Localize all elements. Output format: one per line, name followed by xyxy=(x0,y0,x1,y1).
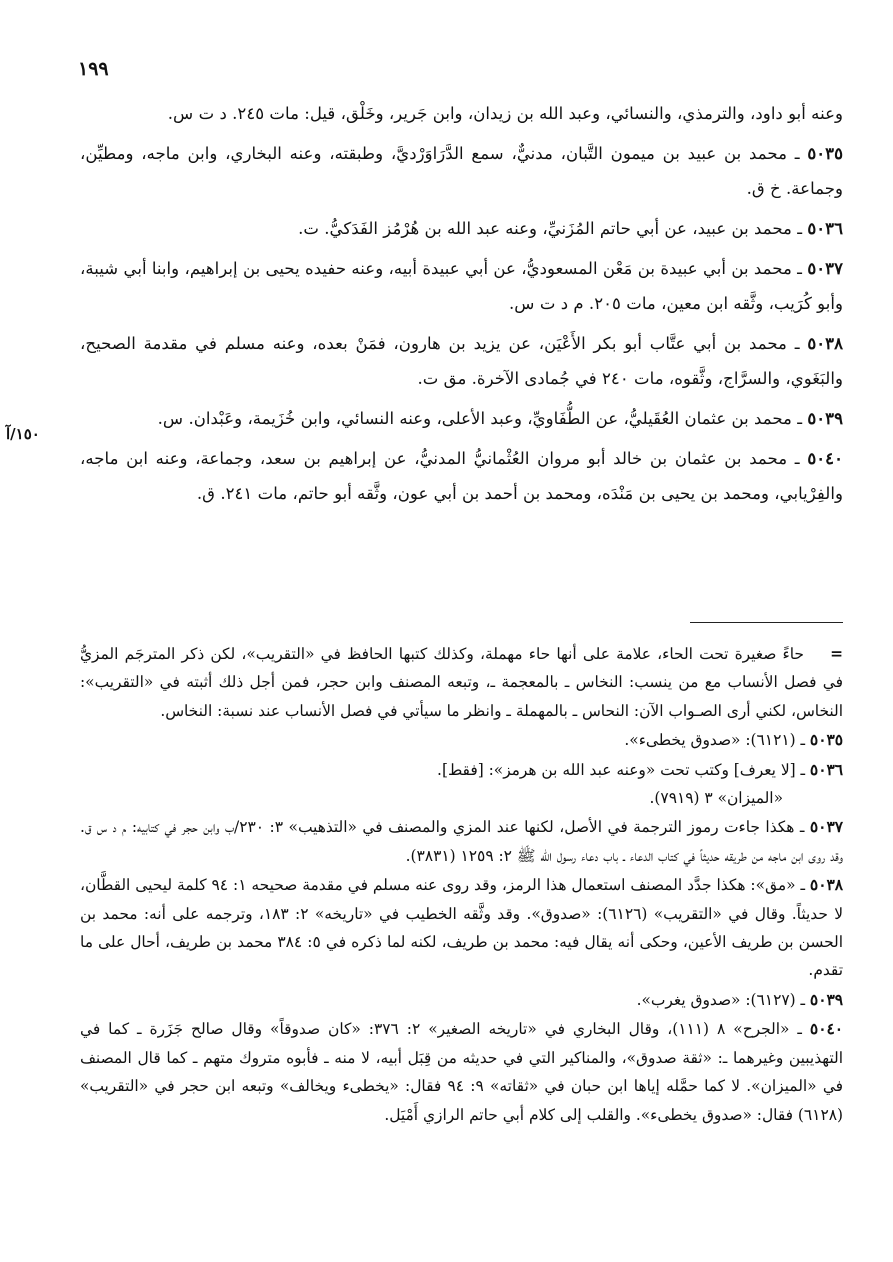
entry-number: ٥٠٣٧ xyxy=(807,258,843,278)
entry-text: ـ محمد بن أبي عبيدة بن مَعْن المسعوديُّ، عن أبي عبيدة أبيه، وعنه حفيده يحيى بن إبراهيم، وابنا أبي شيبة، وأبو كُرَيب، وثَّقه ابن معين، مات ٢٠٥. م د ت س. xyxy=(80,259,843,313)
footnote-text: ـ «مق»: هكذا جدَّد المصنف استعمال هذا الرمز، وقد روى عنه مسلم في مقدمة صحيحه ١: ٩٤ كلمة ليحيى القطَّان، لا حديثاً. وقال في «التقريب» (٦١٢٦): «صدوق». وقد وثَّقه الخطيب في «تاريخه» ٢: ١٨٣، وترجمه على أنه: محمد بن الحسن بن طريف الأعين، وحكى أنه يقال فيه: محمد بن طريف، لكنه لما ذكره في ٥: ٣٨٤ محمد بن طريف، أحال على ما تقدم. xyxy=(80,876,843,980)
entry-number: ٥٠٤٠ xyxy=(807,448,843,468)
entry-number: ٥٠٣٥ xyxy=(807,143,843,163)
footnote-number: ٥٠٣٥ xyxy=(809,731,843,750)
entry-5039 xyxy=(80,401,843,436)
entry-text: ـ محمد بن عثمان بن خالد أبو مروان العُثْمانيُّ المدنيُّ، عن إبراهيم بن سعد، وجماعة، وعنه ابن ماجه، والفِرْيابي، ومحمد بن يحيى بن مَنْدَه، ومحمد بن أحمد بن أبي عون، وثَّقه أبو حاتم، مات ٢٤١. ق. xyxy=(80,449,843,503)
entry-text: ـ محمد بن عثمان العُقَيليُّ، عن الطُّفَاويِّ، وعبد الأعلى، وعنه النسائي، وابن خُزَيمة، وعَبْدان. س. xyxy=(157,409,803,428)
margin-note: ١٥٠/آ xyxy=(6,425,40,443)
entry-text: ـ محمد بن أبي عتَّاب أبو بكر الأَعْيَن، عن يزيد بن هارون، فمَنْ بعده، وعنه مسلم في مقدمة الصحيح، والبَغَوي، والسرَّاج، وثَّقوه، مات ٢٤٠ في جُمادى الآخرة. مق ت. xyxy=(80,334,843,388)
entry-5038 xyxy=(80,326,843,396)
entry-text: وعنه أبو داود، والترمذي، والنسائي، وعبد الله بن زيدان، وابن جَرير، وخَلْق، قيل: مات ٢٤٥. د ت س. xyxy=(167,104,843,123)
footnote-text: حاءً صغيرة تحت الحاء، علامة على أنها حاء مهملة، وكذلك كتبها الحافظ في «التقريب»، لكن ذكر المترجَم المزيُّ في فصل الأنساب مع من ينسب: النخاس ـ بالمعجمة ـ، وتبعه المصنف وابن حجر، فمن أجل ذلك أثبته في «التقريب»: النخاس، لكني أرى الصـواب الآن: النحاس ـ بالمهملة ـ وانظر ما سيأتي في فصل الأنساب عند نسبة: النخاس. xyxy=(80,645,843,720)
continuation-mark: = xyxy=(830,645,843,663)
main-text xyxy=(80,96,843,516)
footnote-text: ـ (٦١٢٧): «صدوق يغرب». xyxy=(636,990,806,1009)
footnote-text: ـ [لا يعرف] وكتب تحت «وعنه عبد الله بن هرمز»: [فقط]. xyxy=(437,760,806,779)
footnote-text: ـ «الجرح» ٨ (١١١)، وقال البخاري في «تاريخه الصغير» ٢: ٣٧٦: «كان صدوقاً» وقال صالح جَزَرة ـ كما في التهذيبين وغيرهما ـ: «ثقة صدوق»، والمناكير التي في حديثه من قِبَل أبيه، لا منه ـ فأبوه متروك متهم ـ كما قال المصنف في «الميزان». لا كما حمَّله إياها ابن حبان في «ثقاته» ٩: ٩٤ فقال: «يخطىء ويخالف» وتبعه ابن حجر في «التقريب» (٦١٢٨) فقال: «صدوق يخطىء». والقلب إلى كلام أبي حاتم الرازي أَمْيَل. xyxy=(80,1020,844,1124)
footnote-5037 xyxy=(80,813,843,870)
entry-text: ـ محمد بن عبيد بن ميمون التَّبان، مدنيٌّ، سمع الدَّرَاوَرْديَّ، وطبقته، وعنه البخاري، وابن ماجه، ومطيِّن، وجماعة. خ ق. xyxy=(80,144,843,198)
entry-5040 xyxy=(80,441,843,511)
footnote-5039 xyxy=(80,986,843,1014)
entry-5036 xyxy=(80,211,843,246)
footnote-5040 xyxy=(80,1015,843,1129)
footnote-number: ٥٠٣٩ xyxy=(809,990,843,1009)
entry-number: ٥٠٣٨ xyxy=(807,333,843,353)
entry-number: ٥٠٣٦ xyxy=(807,218,843,238)
footnote-continuation xyxy=(80,640,843,725)
entry-5035 xyxy=(80,136,843,206)
footnote-5036 xyxy=(80,756,843,813)
footnote-text: ـ (٦١٢١): «صدوق يخطىء». xyxy=(624,731,806,750)
footnote-number: ٥٠٣٧ xyxy=(809,818,843,837)
entry-5037 xyxy=(80,251,843,321)
footnote-number: ٥٠٤٠ xyxy=(809,1020,843,1039)
footnote-5038 xyxy=(80,871,843,985)
entry-text: ـ محمد بن عبيد، عن أبي حاتم المُزَنيِّ، وعنه عبد الله بن هُرْمُز الفَدَكيُّ. ت. xyxy=(298,219,803,238)
footnotes xyxy=(80,640,843,1130)
footnote-divider xyxy=(690,622,843,623)
footnote-number: ٥٠٣٦ xyxy=(809,760,843,779)
footnote-number: ٥٠٣٨ xyxy=(809,876,843,895)
entry-continuation xyxy=(80,96,843,131)
footnote-text: ـ هكذا جاءت رموز الترجمة في الأصل، لكنها عند المزي والمصنف في «التذهيب» ٣: ٢٣٠/ب وابن حجر في كتابيه: م د س ق. وقد روى ابن ماجه من طريقه حديثاً في كتاب الدعاء ـ باب دعاء رسول الله ﷺ ٢: ١٢٥٩ (٣٨٣١). xyxy=(80,818,843,865)
entry-number: ٥٠٣٩ xyxy=(807,408,843,428)
page-number: ١٩٩ xyxy=(78,58,109,80)
footnote-5035 xyxy=(80,726,843,754)
footnote-text-line2: «الميزان» ٣ (٧٩١٩). xyxy=(649,789,783,808)
